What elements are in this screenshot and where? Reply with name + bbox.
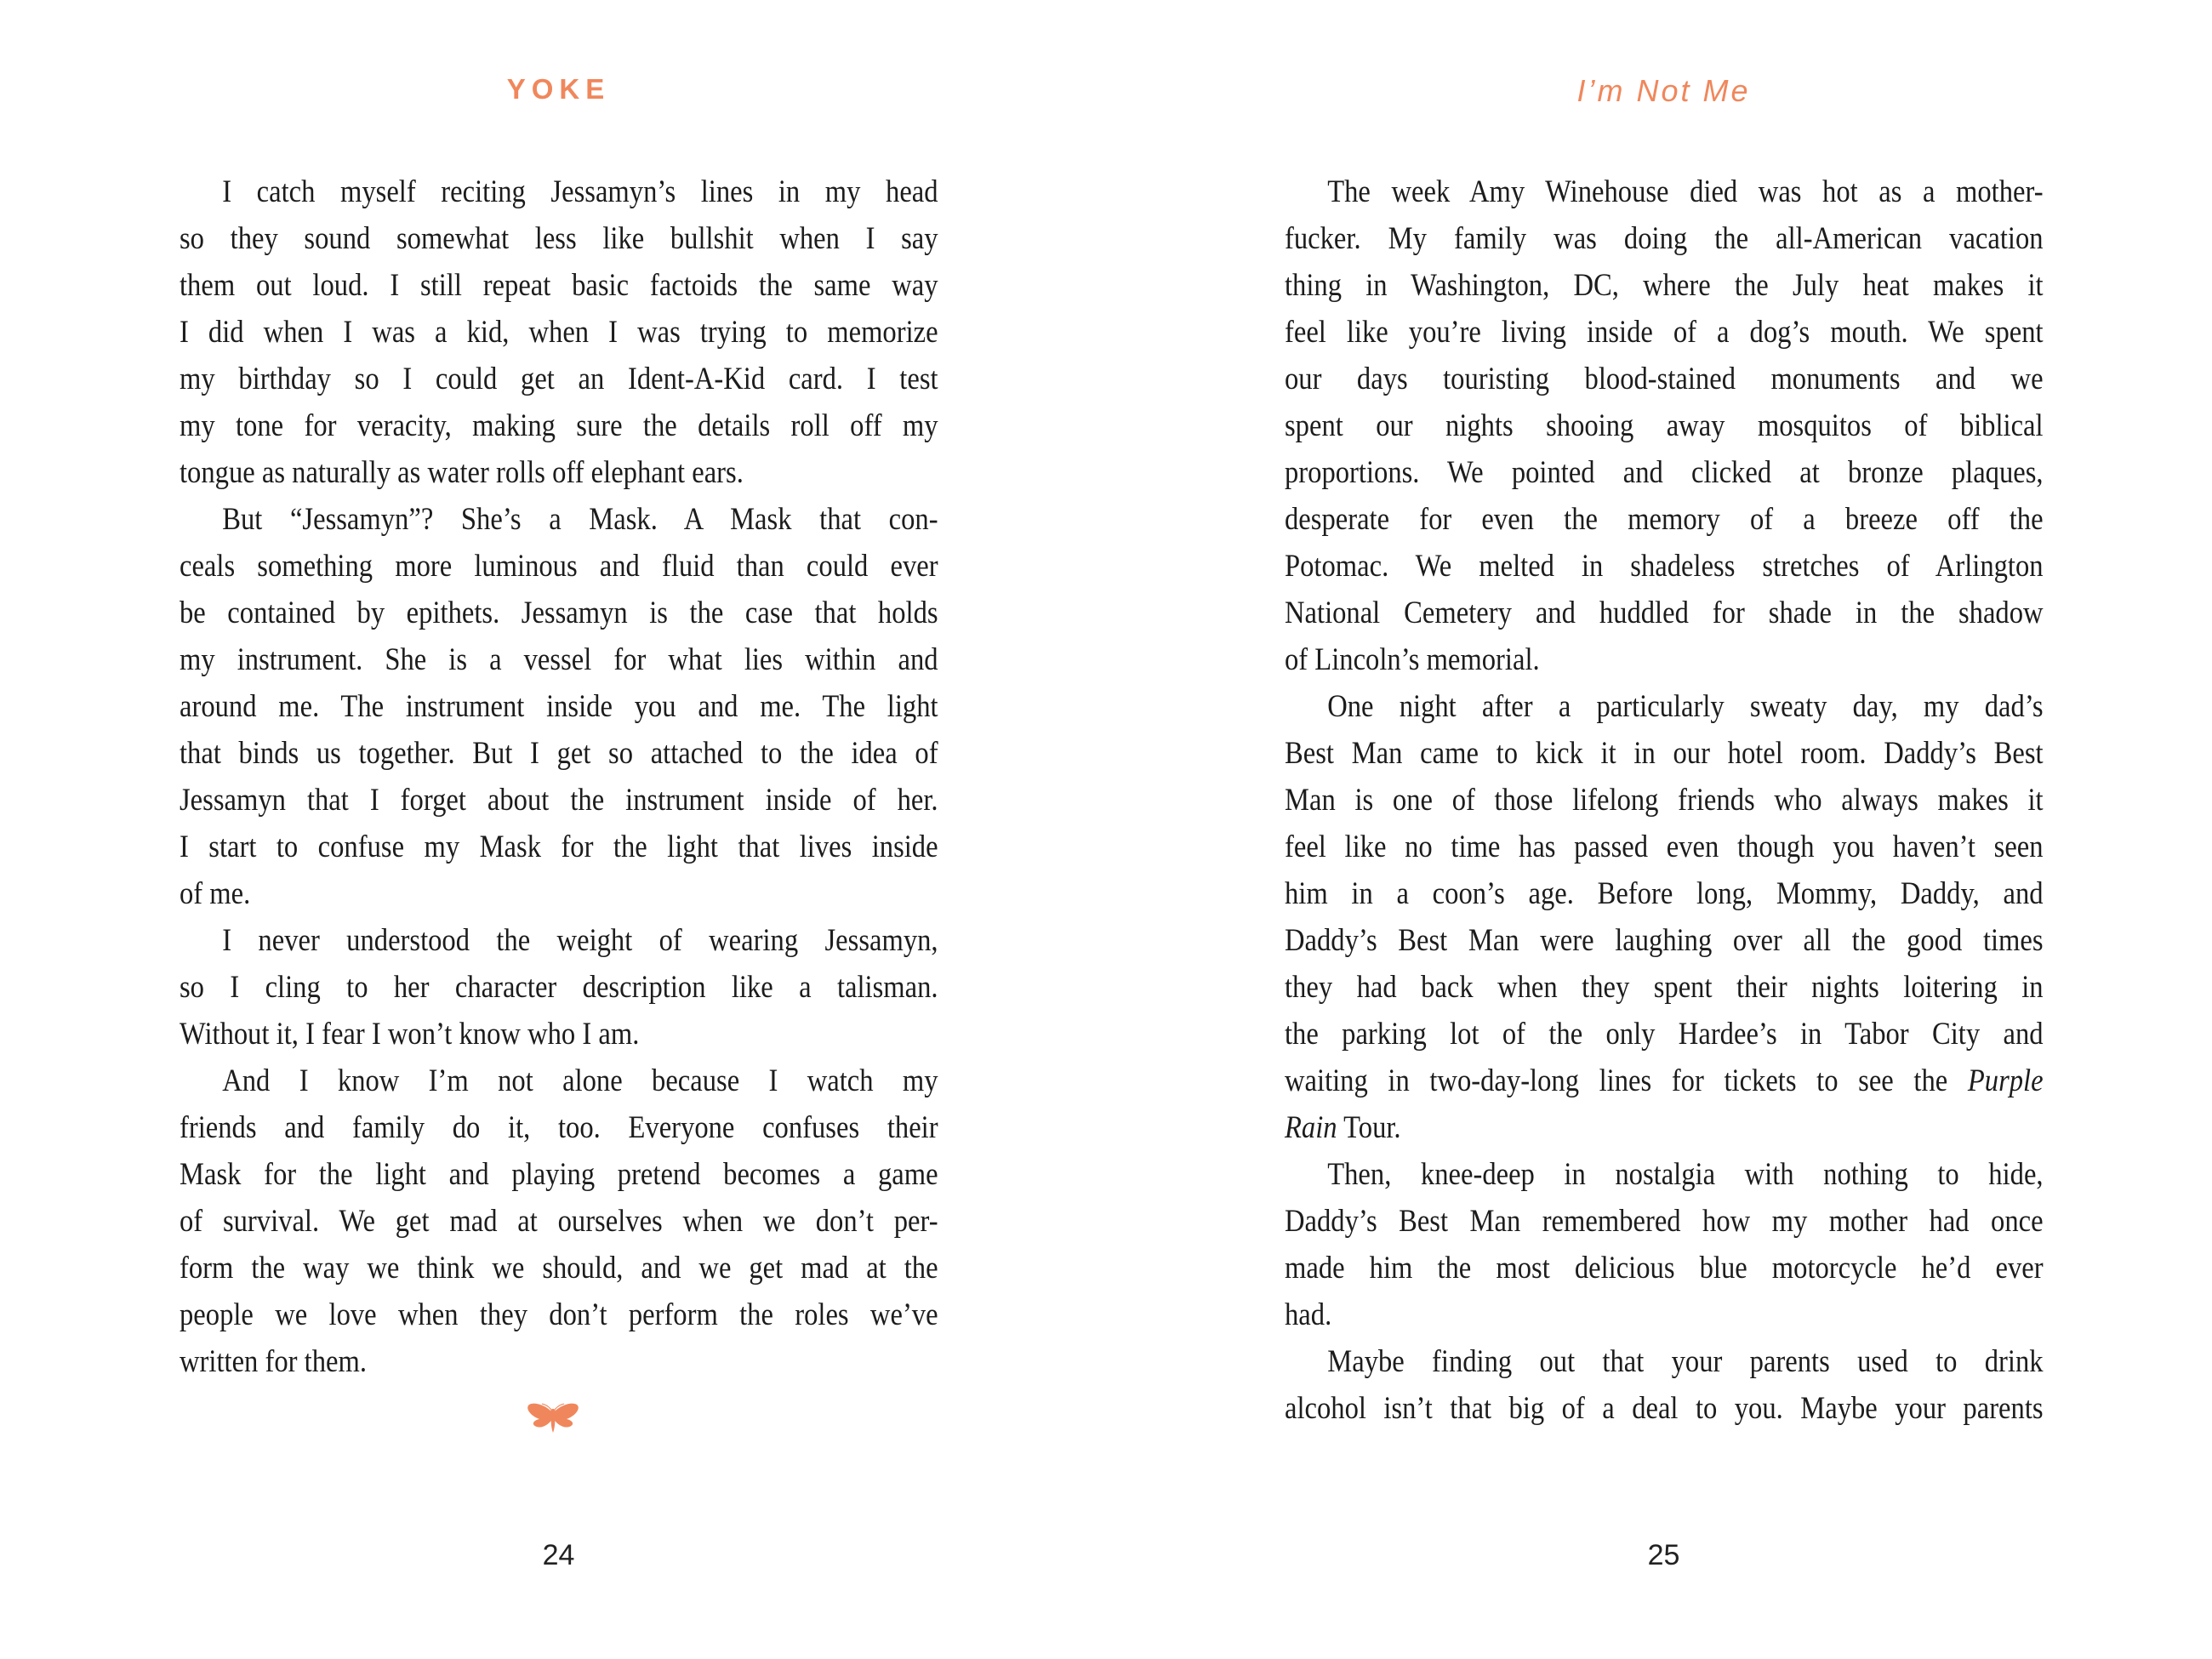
chapter-title-running-head: I’m Not Me — [1576, 73, 1751, 108]
text-line: waiting in two-day-long lines for tickets to see the Purple — [1285, 1063, 2044, 1098]
text-line: had. — [1285, 1297, 1332, 1332]
left-page-body-text — [180, 168, 938, 1385]
text-line: of survival. We get mad at ourselves when we don’t per- — [180, 1204, 938, 1239]
text-line: friends and family do it, too. Everyone confuses their — [180, 1110, 938, 1145]
text-line: Maybe finding out that your parents used to drink — [1327, 1344, 2044, 1379]
text-line: my birthday so I could get an Ident-A-Kid card. I test — [180, 362, 938, 396]
text-line: Potomac. We melted in shadeless stretches of Arlington — [1285, 549, 2044, 584]
text-line: Daddy’s Best Man remembered how my mother had once — [1285, 1204, 2044, 1239]
page-number-right: 25 — [1647, 1539, 1680, 1571]
text-line: Best Man came to kick it in our hotel room. Daddy’s Best — [1285, 736, 2044, 771]
text-line: our days touristing blood-stained monuments and we — [1285, 362, 2044, 396]
text-line: alcohol isn’t that big of a deal to you. Maybe your parents — [1285, 1391, 2044, 1426]
text-line: them out loud. I still repeat basic factoids the same way — [180, 268, 938, 303]
text-line: him in a coon’s age. Before long, Mommy, Daddy, and — [1285, 876, 2044, 911]
text-line: they had back when they spent their nights loitering in — [1285, 970, 2044, 1005]
text-line: be contained by epithets. Jessamyn is the case that holds — [180, 596, 938, 630]
page-number-left: 24 — [542, 1539, 575, 1571]
text-line: form the way we think we should, and we get mad at the — [180, 1251, 938, 1286]
text-line: fucker. My family was doing the all-American vacation — [1285, 221, 2044, 256]
text-line: so they sound somewhat less like bullshit when I say — [180, 221, 938, 256]
text-line: But “Jessamyn”? She’s a Mask. A Mask that con- — [222, 502, 938, 537]
text-line: the parking lot of the only Hardee’s in Tabor City and — [1285, 1017, 2044, 1052]
text-line: my tone for veracity, making sure the details roll off my — [180, 408, 938, 443]
right-page — [1106, 0, 2212, 1659]
text-line: ceals something more luminous and fluid than could ever — [180, 549, 938, 584]
text-line: Rain Tour. — [1285, 1110, 1401, 1145]
text-line: spent our nights shooing away mosquitos of biblical — [1285, 408, 2044, 443]
text-line: around me. The instrument inside you and me. The light — [180, 689, 938, 724]
text-line: Without it, I fear I won’t know who I am. — [180, 1017, 640, 1052]
text-line: my instrument. She is a vessel for what lies within and — [180, 642, 938, 677]
text-line: The week Amy Winehouse died was hot as a mother- — [1327, 174, 2044, 209]
text-line: desperate for even the memory of a breeze off the — [1285, 502, 2044, 537]
moth-icon — [526, 1397, 580, 1438]
text-line: Then, knee-deep in nostalgia with nothing to hide, — [1327, 1157, 2044, 1192]
text-line: so I cling to her character description like a talisman. — [180, 970, 938, 1005]
text-line: And I know I’m not alone because I watch my — [222, 1063, 938, 1098]
text-line: Mask for the light and playing pretend becomes a game — [180, 1157, 938, 1192]
text-line: written for them. — [180, 1344, 367, 1379]
text-line: made him the most delicious blue motorcycle he’d ever — [1285, 1251, 2044, 1286]
text-line: National Cemetery and huddled for shade in the shadow — [1285, 596, 2044, 630]
text-line: Man is one of those lifelong friends who always makes it — [1285, 783, 2044, 818]
text-line: I never understood the weight of wearing Jessamyn, — [222, 923, 938, 958]
text-line: that binds us together. But I get so attached to the idea of — [180, 736, 938, 771]
text-line: Daddy’s Best Man were laughing over all the good times — [1285, 923, 2044, 958]
text-line: of Lincoln’s memorial. — [1285, 642, 1540, 677]
book-title-running-head: YOKE — [506, 73, 611, 105]
text-line: feel like no time has passed even though you haven’t seen — [1285, 830, 2044, 864]
text-line: I did when I was a kid, when I was trying to memorize — [180, 315, 938, 350]
text-line: of me. — [180, 876, 251, 911]
text-line: thing in Washington, DC, where the July heat makes it — [1285, 268, 2044, 303]
text-line: Jessamyn that I forget about the instrument inside of her. — [180, 783, 938, 818]
text-line: people we love when they don’t perform the roles we’ve — [180, 1297, 938, 1332]
text-line: I start to confuse my Mask for the light that lives inside — [180, 830, 938, 864]
text-line: feel like you’re living inside of a dog’s mouth. We spent — [1285, 315, 2044, 350]
text-line: I catch myself reciting Jessamyn’s lines in my head — [222, 174, 938, 209]
text-line: One night after a particularly sweaty day, my dad’s — [1327, 689, 2044, 724]
right-page-body-text — [1285, 168, 2044, 1432]
text-line: tongue as naturally as water rolls off elephant ears. — [180, 455, 744, 490]
text-line: proportions. We pointed and clicked at bronze plaques, — [1285, 455, 2044, 490]
